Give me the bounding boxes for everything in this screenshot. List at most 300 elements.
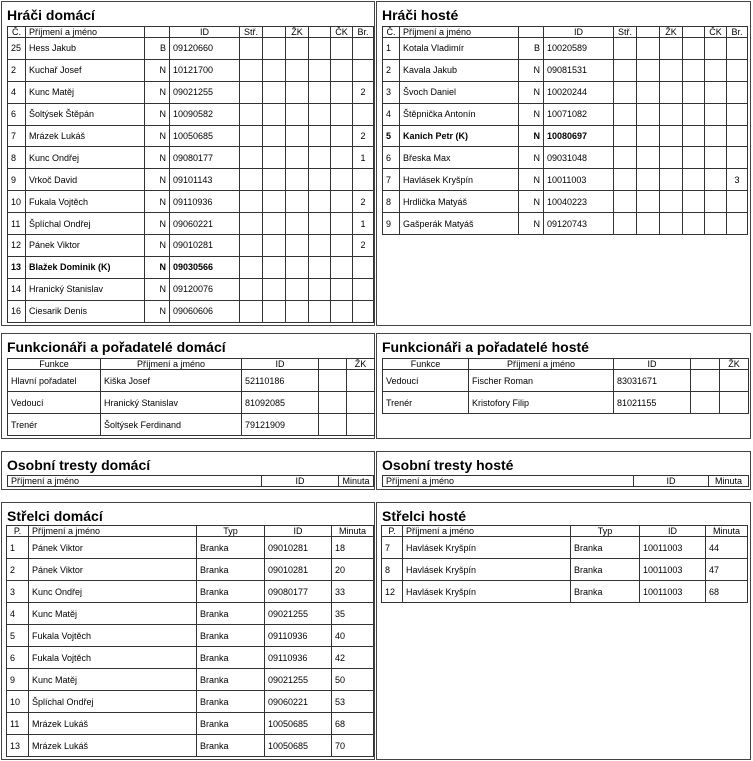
blank-cell xyxy=(637,81,660,103)
goals-cell: 1 xyxy=(353,147,374,169)
scorer-name: Pánek Viktor xyxy=(29,537,197,559)
scorer-name: Fukala Vojtěch xyxy=(29,647,197,669)
scorer-id: 09060221 xyxy=(265,691,332,713)
goal-type: Branka xyxy=(571,559,640,581)
away-officials-header xyxy=(383,359,749,370)
substitution-cell xyxy=(240,169,263,191)
col-yellow-card: ŽK xyxy=(347,359,375,370)
col-id: ID xyxy=(265,526,332,537)
substitution-cell xyxy=(240,38,263,60)
red-card-cell xyxy=(705,38,727,60)
goal-order: 13 xyxy=(7,735,29,757)
away-players-title: Hráči hosté xyxy=(382,7,459,23)
yellow-card-cell xyxy=(720,370,749,392)
yellow-card-cell xyxy=(660,191,683,213)
away-officials-rows xyxy=(383,370,749,414)
official-id: 81021155 xyxy=(614,392,691,414)
col-minute: Minuta xyxy=(706,526,748,537)
goals-cell xyxy=(727,38,748,60)
col-name: Příjmení a jméno xyxy=(26,27,145,38)
player-id: 09081531 xyxy=(544,59,614,81)
table-row xyxy=(383,191,748,213)
blank-cell xyxy=(637,59,660,81)
blank-cell xyxy=(263,169,286,191)
col-blank xyxy=(637,27,660,38)
goal-minute: 68 xyxy=(332,713,374,735)
goal-type: Branka xyxy=(197,713,265,735)
goal-type: Branka xyxy=(197,735,265,757)
scorer-name: Kunc Matěj xyxy=(29,603,197,625)
player-number: 2 xyxy=(8,59,26,81)
table-row xyxy=(7,691,374,713)
player-number: 12 xyxy=(8,235,26,257)
substitution-cell xyxy=(614,59,637,81)
table-row xyxy=(383,213,748,235)
player-id: 09080177 xyxy=(170,147,240,169)
col-id: ID xyxy=(614,359,691,370)
blank-cell xyxy=(637,125,660,147)
red-card-cell xyxy=(705,81,727,103)
player-id: 09031048 xyxy=(544,147,614,169)
blank-cell xyxy=(309,125,331,147)
player-id: 10050685 xyxy=(170,125,240,147)
col-minute: Minuta xyxy=(709,476,749,487)
col-blank xyxy=(309,27,331,38)
player-number: 25 xyxy=(8,38,26,60)
blank-cell xyxy=(691,370,720,392)
player-id: 10090582 xyxy=(170,103,240,125)
table-row xyxy=(382,537,748,559)
yellow-card-cell xyxy=(660,125,683,147)
col-blank xyxy=(319,359,347,370)
player-number: 16 xyxy=(8,300,26,322)
home-officials-title: Funkcionáři a pořadatelé domácí xyxy=(7,339,226,355)
home-penalties-panel xyxy=(1,451,375,490)
goals-cell: 2 xyxy=(353,191,374,213)
red-card-cell xyxy=(705,125,727,147)
substitution-cell xyxy=(240,125,263,147)
home-players-title: Hráči domácí xyxy=(7,7,95,23)
official-role: Trenér xyxy=(8,414,101,436)
player-id: 09010281 xyxy=(170,235,240,257)
yellow-card-cell xyxy=(286,278,309,300)
col-flag xyxy=(145,27,170,38)
yellow-card-cell xyxy=(286,300,309,322)
col-yellow-card: ŽK xyxy=(660,27,683,38)
away-officials-title: Funkcionáři a pořadatelé hosté xyxy=(382,339,589,355)
player-id: 09060221 xyxy=(170,213,240,235)
player-flag: N xyxy=(145,235,170,257)
player-number: 13 xyxy=(8,256,26,278)
player-id: 10020244 xyxy=(544,81,614,103)
red-card-cell xyxy=(331,278,353,300)
player-flag: N xyxy=(145,169,170,191)
col-order: P. xyxy=(382,526,403,537)
player-number: 11 xyxy=(8,213,26,235)
table-row xyxy=(7,625,374,647)
blank-cell xyxy=(683,38,705,60)
table-row xyxy=(383,147,748,169)
player-flag: N xyxy=(145,213,170,235)
goal-minute: 33 xyxy=(332,581,374,603)
table-row xyxy=(8,191,374,213)
table-row xyxy=(383,169,748,191)
blank-cell xyxy=(263,81,286,103)
player-flag: N xyxy=(145,191,170,213)
player-flag: N xyxy=(519,147,544,169)
col-blank xyxy=(263,27,286,38)
home-players-table xyxy=(7,26,374,323)
goals-cell xyxy=(353,300,374,322)
player-number: 10 xyxy=(8,191,26,213)
player-name: Hess Jakub xyxy=(26,38,145,60)
table-row xyxy=(8,370,375,392)
red-card-cell xyxy=(705,213,727,235)
goals-cell xyxy=(353,59,374,81)
away-scorers-header xyxy=(382,526,748,537)
red-card-cell xyxy=(331,256,353,278)
yellow-card-cell xyxy=(286,235,309,257)
home-players-rows xyxy=(8,38,374,323)
player-number: 5 xyxy=(383,125,400,147)
goal-order: 1 xyxy=(7,537,29,559)
goals-cell: 3 xyxy=(727,169,748,191)
official-name: Šoltýsek Ferdinand xyxy=(101,414,242,436)
col-type: Typ xyxy=(197,526,265,537)
goal-order: 9 xyxy=(7,669,29,691)
col-type: Typ xyxy=(571,526,640,537)
substitution-cell xyxy=(614,191,637,213)
player-id: 09060606 xyxy=(170,300,240,322)
col-red-card: ČK xyxy=(331,27,353,38)
col-name: Příjmení a jméno xyxy=(29,526,197,537)
col-number: Č. xyxy=(383,27,400,38)
scorer-name: Kunc Ondřej xyxy=(29,581,197,603)
player-number: 1 xyxy=(383,38,400,60)
table-row xyxy=(7,581,374,603)
away-penalties-panel xyxy=(376,451,751,490)
away-scorers-table xyxy=(381,525,748,603)
blank-cell xyxy=(263,147,286,169)
red-card-cell xyxy=(331,81,353,103)
goal-minute: 42 xyxy=(332,647,374,669)
home-officials-table xyxy=(7,358,375,436)
red-card-cell xyxy=(705,147,727,169)
col-id: ID xyxy=(640,526,706,537)
col-substitution: Stř. xyxy=(240,27,263,38)
player-flag: N xyxy=(519,81,544,103)
player-name: Havlásek Kryšpín xyxy=(400,169,519,191)
goal-type: Branka xyxy=(197,537,265,559)
table-row xyxy=(7,647,374,669)
substitution-cell xyxy=(240,300,263,322)
blank-cell xyxy=(263,191,286,213)
goals-cell xyxy=(727,125,748,147)
player-number: 9 xyxy=(8,169,26,191)
scorer-name: Mrázek Lukáš xyxy=(29,735,197,757)
scorer-id: 10011003 xyxy=(640,537,706,559)
player-flag: N xyxy=(145,81,170,103)
goals-cell xyxy=(727,81,748,103)
official-name: Fischer Roman xyxy=(469,370,614,392)
yellow-card-cell xyxy=(660,103,683,125)
home-scorers-panel xyxy=(1,502,375,760)
blank-cell xyxy=(309,147,331,169)
yellow-card-cell xyxy=(286,59,309,81)
player-id: 09101143 xyxy=(170,169,240,191)
table-row xyxy=(383,38,748,60)
player-id: 09120660 xyxy=(170,38,240,60)
player-number: 6 xyxy=(8,103,26,125)
blank-cell xyxy=(263,256,286,278)
table-row xyxy=(382,581,748,603)
home-penalties-header xyxy=(8,476,374,487)
player-number: 7 xyxy=(383,169,400,191)
scorer-id: 09110936 xyxy=(265,625,332,647)
col-id: ID xyxy=(262,476,339,487)
col-name: Příjmení a jméno xyxy=(8,476,262,487)
scorer-name: Havlásek Kryšpín xyxy=(403,581,571,603)
yellow-card-cell xyxy=(660,169,683,191)
red-card-cell xyxy=(331,59,353,81)
goal-type: Branka xyxy=(571,537,640,559)
substitution-cell xyxy=(240,59,263,81)
goal-type: Branka xyxy=(197,559,265,581)
blank-cell xyxy=(309,278,331,300)
away-players-rows xyxy=(383,38,748,235)
col-name: Příjmení a jméno xyxy=(403,526,571,537)
blank-cell xyxy=(309,169,331,191)
player-flag: N xyxy=(145,59,170,81)
player-name: Hranický Stanislav xyxy=(26,278,145,300)
col-role: Funkce xyxy=(8,359,101,370)
scorer-name: Havlásek Kryšpín xyxy=(403,537,571,559)
player-name: Pánek Viktor xyxy=(26,235,145,257)
col-id: ID xyxy=(634,476,709,487)
red-card-cell xyxy=(331,300,353,322)
player-flag: N xyxy=(145,147,170,169)
home-penalties-title: Osobní tresty domácí xyxy=(7,457,151,473)
scorer-id: 09080177 xyxy=(265,581,332,603)
home-officials-header xyxy=(8,359,375,370)
goal-minute: 70 xyxy=(332,735,374,757)
goal-order: 3 xyxy=(7,581,29,603)
blank-cell xyxy=(319,392,347,414)
home-scorers-header xyxy=(7,526,374,537)
yellow-card-cell xyxy=(347,414,375,436)
blank-cell xyxy=(263,103,286,125)
substitution-cell xyxy=(240,103,263,125)
table-row xyxy=(8,125,374,147)
table-row xyxy=(8,103,374,125)
yellow-card-cell xyxy=(286,169,309,191)
substitution-cell xyxy=(240,278,263,300)
player-id: 10020589 xyxy=(544,38,614,60)
red-card-cell xyxy=(705,169,727,191)
blank-cell xyxy=(683,59,705,81)
table-row xyxy=(383,103,748,125)
home-players-header xyxy=(8,27,374,38)
goal-order: 11 xyxy=(7,713,29,735)
blank-cell xyxy=(683,103,705,125)
goals-cell xyxy=(727,147,748,169)
blank-cell xyxy=(263,213,286,235)
col-yellow-card: ŽK xyxy=(286,27,309,38)
official-id: 79121909 xyxy=(242,414,319,436)
table-row xyxy=(8,59,374,81)
goal-type: Branka xyxy=(197,647,265,669)
table-row xyxy=(383,392,749,414)
away-officials-panel xyxy=(376,333,751,439)
red-card-cell xyxy=(331,38,353,60)
red-card-cell xyxy=(331,125,353,147)
goals-cell xyxy=(727,103,748,125)
goal-order: 12 xyxy=(382,581,403,603)
player-flag: N xyxy=(519,59,544,81)
table-row xyxy=(7,603,374,625)
table-row xyxy=(7,559,374,581)
blank-cell xyxy=(637,169,660,191)
scorer-id: 09010281 xyxy=(265,537,332,559)
away-scorers-rows xyxy=(382,537,748,603)
col-name: Příjmení a jméno xyxy=(383,476,634,487)
yellow-card-cell xyxy=(286,213,309,235)
table-row xyxy=(8,414,375,436)
official-name: Kiška Josef xyxy=(101,370,242,392)
col-substitution: Stř. xyxy=(614,27,637,38)
official-role: Hlavní pořadatel xyxy=(8,370,101,392)
col-number: Č. xyxy=(8,27,26,38)
blank-cell xyxy=(637,213,660,235)
home-penalties-table xyxy=(7,475,374,487)
blank-cell xyxy=(637,147,660,169)
away-officials-table xyxy=(382,358,749,414)
yellow-card-cell xyxy=(286,147,309,169)
blank-cell xyxy=(309,235,331,257)
col-flag xyxy=(519,27,544,38)
table-row xyxy=(7,713,374,735)
scorer-id: 09021255 xyxy=(265,669,332,691)
blank-cell xyxy=(309,103,331,125)
goals-cell: 2 xyxy=(353,125,374,147)
player-flag: N xyxy=(519,191,544,213)
blank-cell xyxy=(319,414,347,436)
goal-order: 10 xyxy=(7,691,29,713)
table-row xyxy=(382,559,748,581)
blank-cell xyxy=(263,300,286,322)
yellow-card-cell xyxy=(660,147,683,169)
yellow-card-cell xyxy=(286,38,309,60)
table-row xyxy=(8,392,375,414)
player-name: Fukala Vojtěch xyxy=(26,191,145,213)
substitution-cell xyxy=(614,125,637,147)
goal-order: 5 xyxy=(7,625,29,647)
blank-cell xyxy=(309,81,331,103)
scorer-id: 09110936 xyxy=(265,647,332,669)
away-penalties-header xyxy=(383,476,749,487)
player-number: 8 xyxy=(383,191,400,213)
substitution-cell xyxy=(240,191,263,213)
table-row xyxy=(8,147,374,169)
home-officials-rows xyxy=(8,370,375,436)
player-name: Kunc Matěj xyxy=(26,81,145,103)
col-goals: Br. xyxy=(727,27,748,38)
table-row xyxy=(7,537,374,559)
goals-cell: 1 xyxy=(353,213,374,235)
blank-cell xyxy=(637,191,660,213)
substitution-cell xyxy=(240,147,263,169)
away-players-table xyxy=(382,26,748,235)
player-id: 10071082 xyxy=(544,103,614,125)
red-card-cell xyxy=(331,169,353,191)
official-id: 81092085 xyxy=(242,392,319,414)
goal-minute: 68 xyxy=(706,581,748,603)
red-card-cell xyxy=(331,147,353,169)
goals-cell xyxy=(727,191,748,213)
player-name: Gašperák Matyáš xyxy=(400,213,519,235)
away-penalties-title: Osobní tresty hosté xyxy=(382,457,514,473)
home-scorers-title: Střelci domácí xyxy=(7,508,103,524)
away-players-panel xyxy=(376,1,751,326)
player-number: 7 xyxy=(8,125,26,147)
player-name: Švoch Daniel xyxy=(400,81,519,103)
player-number: 9 xyxy=(383,213,400,235)
player-number: 4 xyxy=(383,103,400,125)
home-scorers-table xyxy=(6,525,374,757)
player-flag: N xyxy=(519,213,544,235)
goal-type: Branka xyxy=(197,581,265,603)
blank-cell xyxy=(683,191,705,213)
player-id: 09120076 xyxy=(170,278,240,300)
scorer-name: Pánek Viktor xyxy=(29,559,197,581)
blank-cell xyxy=(683,81,705,103)
goal-order: 4 xyxy=(7,603,29,625)
blank-cell xyxy=(263,278,286,300)
col-minute: Minuta xyxy=(339,476,374,487)
table-row xyxy=(7,669,374,691)
yellow-card-cell xyxy=(660,38,683,60)
goals-cell xyxy=(727,59,748,81)
player-flag: N xyxy=(145,103,170,125)
away-scorers-title: Střelci hosté xyxy=(382,508,467,524)
blank-cell xyxy=(683,125,705,147)
substitution-cell xyxy=(240,213,263,235)
scorer-id: 10011003 xyxy=(640,559,706,581)
red-card-cell xyxy=(705,191,727,213)
away-players-header xyxy=(383,27,748,38)
home-players-panel xyxy=(1,1,375,326)
goal-minute: 53 xyxy=(332,691,374,713)
table-row xyxy=(383,125,748,147)
blank-cell xyxy=(263,235,286,257)
substitution-cell xyxy=(614,103,637,125)
yellow-card-cell xyxy=(720,392,749,414)
yellow-card-cell xyxy=(347,370,375,392)
blank-cell xyxy=(683,147,705,169)
goals-cell xyxy=(353,38,374,60)
substitution-cell xyxy=(614,213,637,235)
goal-order: 6 xyxy=(7,647,29,669)
substitution-cell xyxy=(240,81,263,103)
col-role: Funkce xyxy=(383,359,469,370)
goals-cell xyxy=(353,169,374,191)
official-role: Vedoucí xyxy=(8,392,101,414)
yellow-card-cell xyxy=(286,191,309,213)
player-flag: N xyxy=(519,169,544,191)
yellow-card-cell xyxy=(660,59,683,81)
player-name: Kavala Jakub xyxy=(400,59,519,81)
col-order: P. xyxy=(7,526,29,537)
